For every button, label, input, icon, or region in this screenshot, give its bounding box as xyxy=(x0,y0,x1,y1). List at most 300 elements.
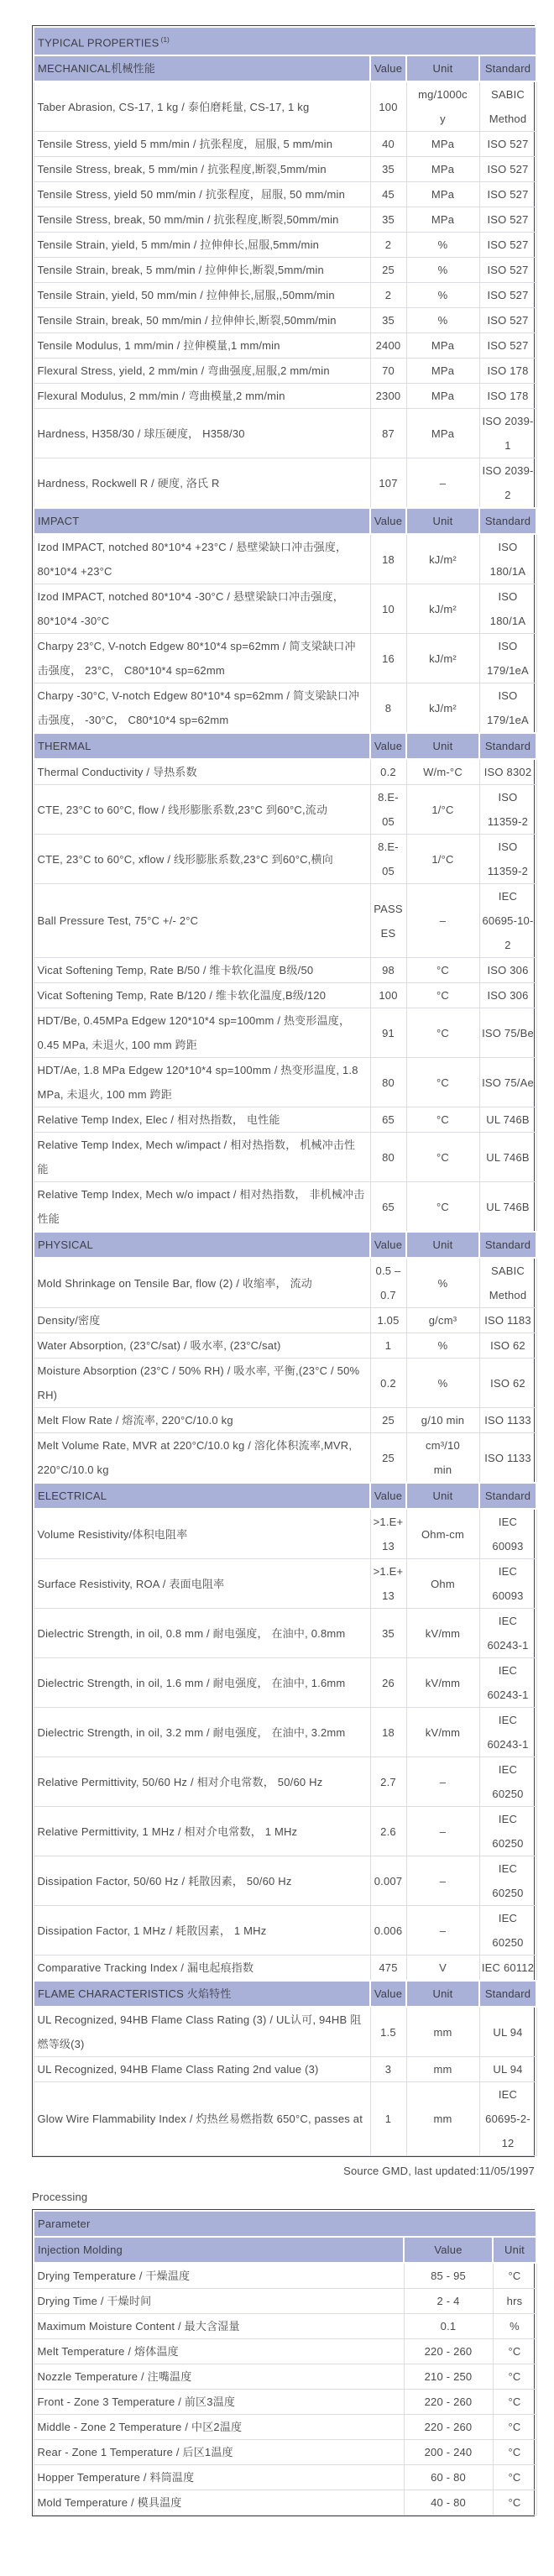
property-cell: Tensile Stress, break, 5 mm/min / 抗张程度,断裂,5mm/min xyxy=(34,157,370,182)
property-cell: Dielectric Strength, in oil, 0.8 mm / 耐电强度， 在油中, 0.8mm xyxy=(34,1609,370,1658)
value-cell: 0.006 xyxy=(370,1906,406,1956)
standard-cell: ISO 527 xyxy=(479,182,536,207)
unit-cell: MPa xyxy=(406,207,479,233)
standard-cell: ISO 179/1eA xyxy=(479,683,536,734)
standard-cell: ISO 11359-2 xyxy=(479,785,536,835)
property-cell: Dielectric Strength, in oil, 3.2 mm / 耐电强度， 在油中, 3.2mm xyxy=(34,1708,370,1757)
property-cell: Charpy 23°C, V-notch Edgew 80*10*4 sp=62mm / 简支梁缺口冲击强度， 23°C， C80*10*4 sp=62mm xyxy=(34,634,370,683)
standard-cell: ISO 527 xyxy=(479,283,536,308)
unit-cell: kJ/m² xyxy=(406,584,479,634)
property-cell: Dissipation Factor, 50/60 Hz / 耗散因素， 50/60 Hz xyxy=(34,1856,370,1906)
standard-cell: IEC 60093 xyxy=(479,1509,536,1559)
property-cell: Relative Temp Index, Mech w/impact / 相对热指数， 机械冲击性能 xyxy=(34,1133,370,1182)
property-row xyxy=(34,2082,536,2156)
value-cell: 107 xyxy=(370,458,406,509)
unit-cell: – xyxy=(406,1856,479,1906)
property-row xyxy=(34,759,536,785)
column-header-cell: Value xyxy=(370,1483,406,1509)
value-cell: 210 - 250 xyxy=(404,2364,493,2390)
property-row xyxy=(34,1408,536,1433)
parameter-cell: Middle - Zone 2 Temperature / 中区2温度 xyxy=(34,2415,404,2440)
property-row xyxy=(34,359,536,384)
standard-cell: SABIC Method xyxy=(479,81,536,132)
standard-cell: ISO 527 xyxy=(479,157,536,182)
property-row xyxy=(34,384,536,409)
property-row xyxy=(34,1133,536,1182)
standard-cell: ISO 62 xyxy=(479,1333,536,1359)
property-row xyxy=(34,1008,536,1058)
section-header-row xyxy=(34,1483,536,1509)
standard-cell: ISO 527 xyxy=(479,207,536,233)
standard-cell: ISO 75/Ae xyxy=(479,1058,536,1107)
parameter-cell: Drying Temperature / 干燥温度 xyxy=(34,2263,404,2289)
property-row xyxy=(34,1708,536,1757)
value-cell: 1 xyxy=(370,2082,406,2156)
standard-cell: IEC 60243-1 xyxy=(479,1658,536,1708)
property-cell: Dielectric Strength, in oil, 1.6 mm / 耐电强度， 在油中, 1.6mm xyxy=(34,1658,370,1708)
value-cell: 25 xyxy=(370,258,406,283)
unit-cell: kV/mm xyxy=(406,1708,479,1757)
property-row xyxy=(34,785,536,835)
value-cell: 0.007 xyxy=(370,1856,406,1906)
unit-cell: hrs xyxy=(493,2289,536,2314)
section-label-cell: ELECTRICAL xyxy=(34,1483,370,1509)
value-cell: 80 xyxy=(370,1133,406,1182)
typical-properties-table xyxy=(32,25,535,2157)
column-header-cell: Standard xyxy=(479,1483,536,1509)
processing-heading: Processing xyxy=(32,2191,88,2204)
property-cell: Mold Shrinkage on Tensile Bar, flow (2) / 收缩率， 流动 xyxy=(34,1258,370,1308)
value-cell: 2 - 4 xyxy=(404,2289,493,2314)
standard-cell: IEC 60250 xyxy=(479,1757,536,1807)
source-note: Source GMD, last updated:11/05/1997 xyxy=(343,2165,535,2178)
value-cell: 220 - 260 xyxy=(404,2339,493,2364)
property-row xyxy=(34,2007,536,2057)
property-row xyxy=(34,1559,536,1609)
property-cell: Melt Volume Rate, MVR at 220°C/10.0 kg / 溶化体积流率,MVR, 220°C/10.0 kg xyxy=(34,1433,370,1484)
property-cell: UL Recognized, 94HB Flame Class Rating (3) / UL认可, 94HB 阻燃等级(3) xyxy=(34,2007,370,2057)
parameter-cell: Drying Time / 干燥时间 xyxy=(34,2289,404,2314)
property-cell: Tensile Stress, yield 5 mm/min / 抗张程度，屈服, 5 mm/min xyxy=(34,132,370,157)
section-label-cell: THERMAL xyxy=(34,733,370,759)
unit-cell: % xyxy=(406,1258,479,1308)
property-cell: Glow Wire Flammability Index / 灼热丝易燃指数 650°C, passes at xyxy=(34,2082,370,2156)
value-cell: 65 xyxy=(370,1182,406,1233)
unit-cell: °C xyxy=(493,2263,536,2289)
value-cell: 100 xyxy=(370,81,406,132)
property-cell: UL Recognized, 94HB Flame Class Rating 2nd value (3) xyxy=(34,2057,370,2082)
unit-cell: MPa xyxy=(406,384,479,409)
standard-cell: ISO 62 xyxy=(479,1359,536,1408)
value-cell: >1.E+13 xyxy=(370,1509,406,1559)
property-cell: Surface Resistivity, ROA / 表面电阻率 xyxy=(34,1559,370,1609)
property-cell: Tensile Strain, break, 5 mm/min / 拉伸伸长,断裂,5mm/min xyxy=(34,258,370,283)
value-cell: 0.2 xyxy=(370,759,406,785)
value-cell: 98 xyxy=(370,958,406,983)
unit-cell: °C xyxy=(493,2339,536,2364)
property-row xyxy=(34,1433,536,1484)
value-cell: >1.E+13 xyxy=(370,1559,406,1609)
value-cell: 45 xyxy=(370,182,406,207)
section-label-cell: MECHANICAL机械性能 xyxy=(34,55,370,81)
unit-cell: MPa xyxy=(406,359,479,384)
value-cell: 0.2 xyxy=(370,1359,406,1408)
unit-cell: °C xyxy=(493,2390,536,2415)
unit-cell: °C xyxy=(493,2364,536,2390)
property-row xyxy=(34,1258,536,1308)
property-row xyxy=(34,1359,536,1408)
standard-cell: ISO 527 xyxy=(479,233,536,258)
column-header-cell: Standard xyxy=(479,1981,536,2007)
unit-cell: MPa xyxy=(406,157,479,182)
value-cell: 1.5 xyxy=(370,2007,406,2057)
property-row xyxy=(34,534,536,584)
section-label-cell: IMPACT xyxy=(34,508,370,534)
property-cell: HDT/Be, 0.45MPa Edgew 120*10*4 sp=100mm / 热变形温度， 0.45 MPa, 未退火, 100 mm 跨距 xyxy=(34,1008,370,1058)
property-row xyxy=(34,132,536,157)
property-row xyxy=(34,409,536,458)
property-row xyxy=(34,1058,536,1107)
property-cell: Relative Permittivity, 1 MHz / 相对介电常数， 1 MHz xyxy=(34,1807,370,1856)
parameter-cell: Nozzle Temperature / 注嘴温度 xyxy=(34,2364,404,2390)
property-cell: Dissipation Factor, 1 MHz / 耗散因素， 1 MHz xyxy=(34,1906,370,1956)
property-cell: Flexural Stress, yield, 2 mm/min / 弯曲强度,屈服,2 mm/min xyxy=(34,359,370,384)
property-cell: Relative Temp Index, Mech w/o impact / 相对热指数， 非机械冲击性能 xyxy=(34,1182,370,1233)
value-cell: 70 xyxy=(370,359,406,384)
property-row xyxy=(34,157,536,182)
property-cell: Vicat Softening Temp, Rate B/120 / 维卡软化温度,B级/120 xyxy=(34,983,370,1008)
value-cell: 85 - 95 xyxy=(404,2263,493,2289)
value-cell: 0.5 – 0.7 xyxy=(370,1258,406,1308)
value-cell: 40 xyxy=(370,132,406,157)
property-row xyxy=(34,1308,536,1333)
property-cell: Hardness, Rockwell R / 硬度, 洛氏 R xyxy=(34,458,370,509)
property-row xyxy=(34,1609,536,1658)
processing-grid xyxy=(33,2210,537,2516)
property-row xyxy=(34,983,536,1008)
value-cell: 220 - 260 xyxy=(404,2415,493,2440)
value-cell: 200 - 240 xyxy=(404,2440,493,2465)
property-row xyxy=(34,1333,536,1359)
value-cell: 2400 xyxy=(370,333,406,359)
property-cell: Tensile Stress, yield 50 mm/min / 抗张程度，屈服, 50 mm/min xyxy=(34,182,370,207)
property-cell: HDT/Ae, 1.8 MPa Edgew 120*10*4 sp=100mm / 热变形温度, 1.8 MPa, 未退火, 100 mm 跨距 xyxy=(34,1058,370,1107)
standard-cell: IEC 60695-10-2 xyxy=(479,884,536,958)
property-row xyxy=(34,584,536,634)
unit-cell: MPa xyxy=(406,409,479,458)
parameter-header-row xyxy=(34,2211,536,2237)
standard-cell: ISO 2039-2 xyxy=(479,458,536,509)
property-row xyxy=(34,1807,536,1856)
parameter-cell: Front - Zone 3 Temperature / 前区3温度 xyxy=(34,2390,404,2415)
unit-cell: kJ/m² xyxy=(406,683,479,734)
section-header-row xyxy=(34,55,536,81)
standard-cell: ISO 527 xyxy=(479,308,536,333)
table-title-cell xyxy=(34,27,536,55)
column-header-cell: Value xyxy=(370,55,406,81)
property-row xyxy=(34,458,536,509)
value-cell: 2300 xyxy=(370,384,406,409)
unit-cell: % xyxy=(406,233,479,258)
parameter-cell: Rear - Zone 1 Temperature / 后区1温度 xyxy=(34,2440,404,2465)
unit-cell: – xyxy=(406,1906,479,1956)
unit-cell: kJ/m² xyxy=(406,534,479,584)
property-row xyxy=(34,1509,536,1559)
unit-cell: – xyxy=(406,1807,479,1856)
standard-cell: UL 746B xyxy=(479,1107,536,1133)
property-row xyxy=(34,182,536,207)
unit-cell: W/m-°C xyxy=(406,759,479,785)
table-title-footnote-marker: (1) xyxy=(160,35,170,44)
property-cell: Ball Pressure Test, 75°C +/- 2°C xyxy=(34,884,370,958)
value-cell: 87 xyxy=(370,409,406,458)
column-header-cell: Value xyxy=(370,733,406,759)
column-header-cell: Standard xyxy=(479,1232,536,1258)
standard-cell: UL 746B xyxy=(479,1182,536,1233)
table-title: TYPICAL PROPERTIES xyxy=(38,36,159,50)
column-header-cell: Standard xyxy=(479,508,536,534)
column-header-cell: Value xyxy=(370,1232,406,1258)
column-header-cell: Value xyxy=(370,508,406,534)
property-cell: Taber Abrasion, CS-17, 1 kg / 泰伯磨耗量, CS-17, 1 kg xyxy=(34,81,370,132)
value-cell: 40 - 80 xyxy=(404,2490,493,2516)
value-cell: 475 xyxy=(370,1956,406,1982)
standard-cell: ISO 11359-2 xyxy=(479,835,536,884)
value-cell: 80 xyxy=(370,1058,406,1107)
unit-cell: MPa xyxy=(406,132,479,157)
property-row xyxy=(34,634,536,683)
standard-cell: IEC 60243-1 xyxy=(479,1609,536,1658)
parameter-row xyxy=(34,2465,536,2490)
parameter-cell: Melt Temperature / 熔体温度 xyxy=(34,2339,404,2364)
property-cell: Moisture Absorption (23°C / 50% RH) / 吸水率, 平衡,(23°C / 50% RH) xyxy=(34,1359,370,1408)
parameter-row xyxy=(34,2263,536,2289)
unit-cell: % xyxy=(493,2314,536,2339)
parameter-header-cell: Parameter xyxy=(34,2211,536,2237)
property-row xyxy=(34,835,536,884)
unit-cell: °C xyxy=(406,1058,479,1107)
value-cell: 8.E-05 xyxy=(370,785,406,835)
parameter-row xyxy=(34,2440,536,2465)
parameter-row xyxy=(34,2339,536,2364)
injection-molding-header-row xyxy=(34,2237,536,2263)
property-cell: Hardness, H358/30 / 球压硬度， H358/30 xyxy=(34,409,370,458)
parameter-cell: Maximum Moisture Content / 最大含湿量 xyxy=(34,2314,404,2339)
property-row xyxy=(34,207,536,233)
property-cell: Relative Permittivity, 50/60 Hz / 相对介电常数， 50/60 Hz xyxy=(34,1757,370,1807)
column-header-cell: Unit xyxy=(406,55,479,81)
value-cell: 3 xyxy=(370,2057,406,2082)
value-cell: 0.1 xyxy=(404,2314,493,2339)
unit-cell: – xyxy=(406,884,479,958)
property-cell: Water Absorption, (23°C/sat) / 吸水率, (23°C/sat) xyxy=(34,1333,370,1359)
unit-cell: kV/mm xyxy=(406,1609,479,1658)
standard-cell: IEC 60695-2-12 xyxy=(479,2082,536,2156)
property-row xyxy=(34,1906,536,1956)
property-cell: Vicat Softening Temp, Rate B/50 / 维卡软化温度 B级/50 xyxy=(34,958,370,983)
property-row xyxy=(34,2057,536,2082)
standard-cell: ISO 1133 xyxy=(479,1408,536,1433)
value-cell: 65 xyxy=(370,1107,406,1133)
standard-cell: ISO 1133 xyxy=(479,1433,536,1484)
standard-cell: ISO 527 xyxy=(479,333,536,359)
parameter-row xyxy=(34,2289,536,2314)
section-header-row xyxy=(34,508,536,534)
standard-cell: ISO 306 xyxy=(479,958,536,983)
unit-cell: mm xyxy=(406,2057,479,2082)
value-cell: 26 xyxy=(370,1658,406,1708)
column-header-cell: Value xyxy=(370,1981,406,2007)
value-cell: 1 xyxy=(370,1333,406,1359)
value-cell: 25 xyxy=(370,1408,406,1433)
column-header-cell: Unit xyxy=(406,1981,479,2007)
unit-cell: °C xyxy=(406,1182,479,1233)
property-row xyxy=(34,1956,536,1982)
unit-cell: % xyxy=(406,258,479,283)
column-header-cell: Standard xyxy=(479,733,536,759)
value-cell: 25 xyxy=(370,1433,406,1484)
unit-cell: °C xyxy=(406,1133,479,1182)
parameter-cell: Mold Temperature / 模具温度 xyxy=(34,2490,404,2516)
standard-cell: ISO 2039-1 xyxy=(479,409,536,458)
standard-cell: SABIC Method xyxy=(479,1258,536,1308)
property-cell: Izod IMPACT, notched 80*10*4 -30°C / 悬壁梁缺口冲击强度， 80*10*4 -30°C xyxy=(34,584,370,634)
property-cell: Tensile Strain, yield, 50 mm/min / 拉伸伸长,屈服,,50mm/min xyxy=(34,283,370,308)
property-row xyxy=(34,884,536,958)
value-cell: 100 xyxy=(370,983,406,1008)
unit-cell: kJ/m² xyxy=(406,634,479,683)
value-cell: PASSES xyxy=(370,884,406,958)
standard-cell: UL 746B xyxy=(479,1133,536,1182)
standard-cell: IEC 60243-1 xyxy=(479,1708,536,1757)
value-cell: 1.05 xyxy=(370,1308,406,1333)
property-cell: Izod IMPACT, notched 80*10*4 +23°C / 悬壁梁缺口冲击强度， 80*10*4 +23°C xyxy=(34,534,370,584)
value-cell: 35 xyxy=(370,308,406,333)
unit-cell: % xyxy=(406,308,479,333)
value-cell: 220 - 260 xyxy=(404,2390,493,2415)
standard-cell: IEC 60250 xyxy=(479,1807,536,1856)
unit-cell: mg/1000cy xyxy=(406,81,479,132)
value-cell: 18 xyxy=(370,534,406,584)
column-header-cell: Value xyxy=(404,2237,493,2263)
standard-cell: ISO 1183 xyxy=(479,1308,536,1333)
value-cell: 35 xyxy=(370,157,406,182)
value-cell: 60 - 80 xyxy=(404,2465,493,2490)
property-cell: CTE, 23°C to 60°C, flow / 线形膨胀系数,23°C 到60°C,流动 xyxy=(34,785,370,835)
standard-cell: ISO 180/1A xyxy=(479,534,536,584)
property-row xyxy=(34,1856,536,1906)
property-row xyxy=(34,81,536,132)
standard-cell: IEC 60112 xyxy=(479,1956,536,1982)
standard-cell: UL 94 xyxy=(479,2057,536,2082)
standard-cell: IEC 60250 xyxy=(479,1906,536,1956)
property-cell: Melt Flow Rate / 熔流率, 220°C/10.0 kg xyxy=(34,1408,370,1433)
unit-cell: °C xyxy=(406,983,479,1008)
column-header-cell: Unit xyxy=(406,508,479,534)
table-title-row xyxy=(34,27,536,55)
property-row xyxy=(34,308,536,333)
section-header-row xyxy=(34,1981,536,2007)
unit-cell: g/10 min xyxy=(406,1408,479,1433)
value-cell: 35 xyxy=(370,1609,406,1658)
unit-cell: V xyxy=(406,1956,479,1982)
property-row xyxy=(34,1658,536,1708)
property-cell: Tensile Modulus, 1 mm/min / 拉伸模量,1 mm/min xyxy=(34,333,370,359)
value-cell: 18 xyxy=(370,1708,406,1757)
unit-cell: °C xyxy=(493,2440,536,2465)
value-cell: 2 xyxy=(370,283,406,308)
standard-cell: ISO 8302 xyxy=(479,759,536,785)
property-cell: CTE, 23°C to 60°C, xflow / 线形膨胀系数,23°C 到60°C,横向 xyxy=(34,835,370,884)
column-header-cell: Unit xyxy=(406,1483,479,1509)
property-cell: Thermal Conductivity / 导热系数 xyxy=(34,759,370,785)
unit-cell: 1/°C xyxy=(406,785,479,835)
unit-cell: MPa xyxy=(406,333,479,359)
value-cell: 8.E-05 xyxy=(370,835,406,884)
unit-cell: – xyxy=(406,1757,479,1807)
section-header-row xyxy=(34,1232,536,1258)
property-row xyxy=(34,283,536,308)
standard-cell: ISO 527 xyxy=(479,258,536,283)
column-header-cell: Unit xyxy=(406,733,479,759)
property-row xyxy=(34,233,536,258)
standard-cell: IEC 60250 xyxy=(479,1856,536,1906)
value-cell: 10 xyxy=(370,584,406,634)
parameter-row xyxy=(34,2390,536,2415)
typical-properties-grid xyxy=(33,26,537,2156)
unit-cell: Ohm-cm xyxy=(406,1509,479,1559)
unit-cell: – xyxy=(406,458,479,509)
unit-cell: 1/°C xyxy=(406,835,479,884)
unit-cell: % xyxy=(406,1333,479,1359)
property-row xyxy=(34,1107,536,1133)
parameter-cell: Hopper Temperature / 料筒温度 xyxy=(34,2465,404,2490)
standard-cell: ISO 178 xyxy=(479,359,536,384)
value-cell: 2.6 xyxy=(370,1807,406,1856)
standard-cell: ISO 527 xyxy=(479,132,536,157)
unit-cell: Ohm xyxy=(406,1559,479,1609)
property-cell: Flexural Modulus, 2 mm/min / 弯曲模量,2 mm/min xyxy=(34,384,370,409)
standard-cell: IEC 60093 xyxy=(479,1559,536,1609)
standard-cell: ISO 179/1eA xyxy=(479,634,536,683)
column-header-cell: Unit xyxy=(493,2237,536,2263)
value-cell: 2 xyxy=(370,233,406,258)
property-cell: Comparative Tracking Index / 漏电起痕指数 xyxy=(34,1956,370,1982)
parameter-row xyxy=(34,2490,536,2516)
property-cell: Volume Resistivity/体积电阻率 xyxy=(34,1509,370,1559)
property-row xyxy=(34,958,536,983)
column-header-cell: Unit xyxy=(406,1232,479,1258)
value-cell: 2.7 xyxy=(370,1757,406,1807)
unit-cell: °C xyxy=(493,2490,536,2516)
standard-cell: ISO 75/Be xyxy=(479,1008,536,1058)
parameter-row xyxy=(34,2314,536,2339)
unit-cell: °C xyxy=(493,2415,536,2440)
section-label-cell: PHYSICAL xyxy=(34,1232,370,1258)
unit-cell: °C xyxy=(406,1107,479,1133)
parameter-row xyxy=(34,2415,536,2440)
unit-cell: mm xyxy=(406,2082,479,2156)
property-row xyxy=(34,258,536,283)
value-cell: 91 xyxy=(370,1008,406,1058)
unit-cell: cm³/10 min xyxy=(406,1433,479,1484)
value-cell: 16 xyxy=(370,634,406,683)
standard-cell: ISO 180/1A xyxy=(479,584,536,634)
unit-cell: g/cm³ xyxy=(406,1308,479,1333)
standard-cell: ISO 306 xyxy=(479,983,536,1008)
property-cell: Density/密度 xyxy=(34,1308,370,1333)
standard-cell: UL 94 xyxy=(479,2007,536,2057)
